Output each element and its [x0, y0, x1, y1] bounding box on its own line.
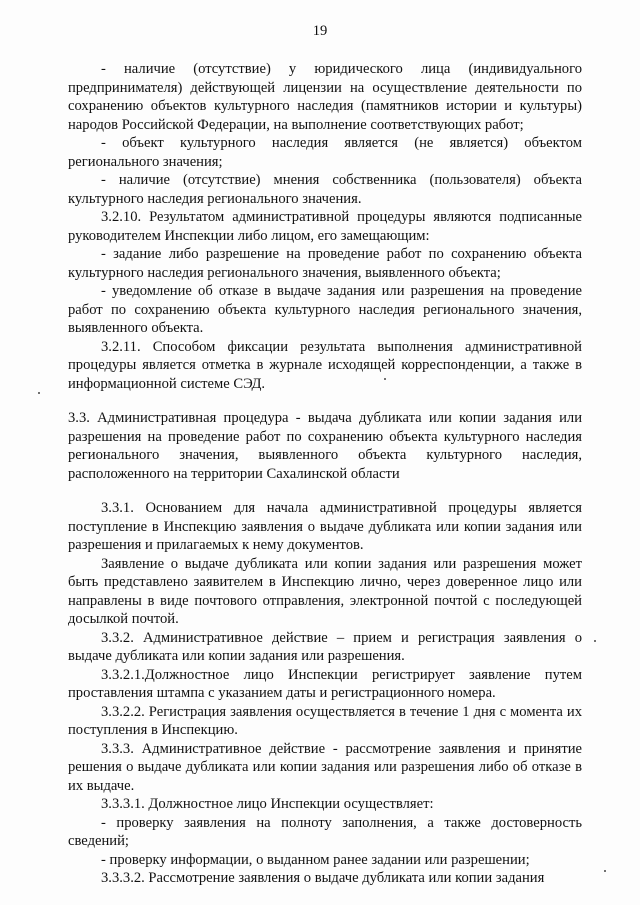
paragraph-task-permit: - задание либо разрешение на проведение работ по сохранению объекта культурного наследия регионального значения, выявленного объекта; [68, 246, 582, 281]
scan-speck [38, 392, 40, 394]
document-body [68, 60, 582, 888]
paragraph-refusal-notice: - уведомление об отказе в выдаче задания или разрешения на проведение работ по сохранению объекта культурного наследия регионального значения, выявленного объекта. [68, 283, 582, 336]
scan-speck [604, 870, 606, 872]
paragraph-3-2-11: 3.2.11. Способом фиксации результата выполнения административной процедуры является отметка в журнале исходящей корреспонденции, а также в информационной системе СЭД. [68, 338, 582, 392]
section-heading-3-3: 3.3. Административная процедура - выдача дубликата или копии задания или разрешения на проведение работ по сохранению объекта культурного наследия регионального значения, выявленного объекта культурного наследия, расположенного на территории Сахалинской области [68, 410, 582, 482]
paragraph-regional-object: - объект культурного наследия является (не является) объектом регионального значения; [68, 135, 582, 170]
paragraph-3-3-2-2: 3.3.2.2. Регистрация заявления осуществляется в течение 1 дня с момента их поступления в Инспекцию. [68, 703, 582, 738]
paragraph-3-3-3: 3.3.3. Административное действие - рассмотрение заявления и принятие решения о выдаче дубликата или копии задания или разрешения либо об отказе в их выдаче. [68, 740, 582, 794]
paragraph-3-3-3-2: 3.3.3.2. Рассмотрение заявления о выдаче дубликата или копии задания [101, 870, 545, 886]
paragraph-3-3-1: 3.3.1. Основанием для начала административной процедуры является поступление в Инспекцию заявления о выдаче дубликата или копии задания или разрешения и прилагаемых к нему документов. [68, 500, 582, 553]
page-number: 19 [312, 23, 328, 39]
paragraph-3-3-2-1: 3.3.2.1.Должностное лицо Инспекции регистрирует заявление путем проставления штампа с указанием даты и регистрационного номера. [68, 666, 582, 701]
paragraph-3-3-3-1: 3.3.3.1. Должностное лицо Инспекции осуществляет: [101, 796, 434, 812]
paragraph-3-3-2: 3.3.2. Административное действие – прием и регистрация заявления о выдаче дубликата или копии задания или разрешения. [68, 629, 582, 664]
paragraph-check-completeness: - проверку заявления на полноту заполнения, а также достоверность сведений; [68, 814, 582, 849]
scan-speck [384, 378, 386, 380]
paragraph-3-2-10: 3.2.10. Результатом административной процедуры являются подписанные руководителем Инспекции либо лицом, его замещающим: [68, 209, 582, 244]
paragraph-check-information: - проверку информации, о выданном ранее задании или разрешении; [101, 851, 530, 868]
scan-speck [594, 640, 596, 642]
paragraph-owner-opinion: - наличие (отсутствие) мнения собственника (пользователя) объекта культурного наследия регионального значения. [68, 172, 582, 207]
paragraph-application-submission: Заявление о выдаче дубликата или копии задания или разрешения может быть представлено заявителем в Инспекцию лично, через доверенное лицо или направлены в виде почтового отправления, электронной почтой с последующей досылкой почтой. [68, 555, 582, 627]
paragraph-license: - наличие (отсутствие) у юридического лица (индивидуального предпринимателя) действующей лицензии на осуществление деятельности по сохранению объектов культурного наследия (памятников истории и культуры) народов Российской Федерации, на выполнение соответствующих работ; [68, 61, 582, 133]
